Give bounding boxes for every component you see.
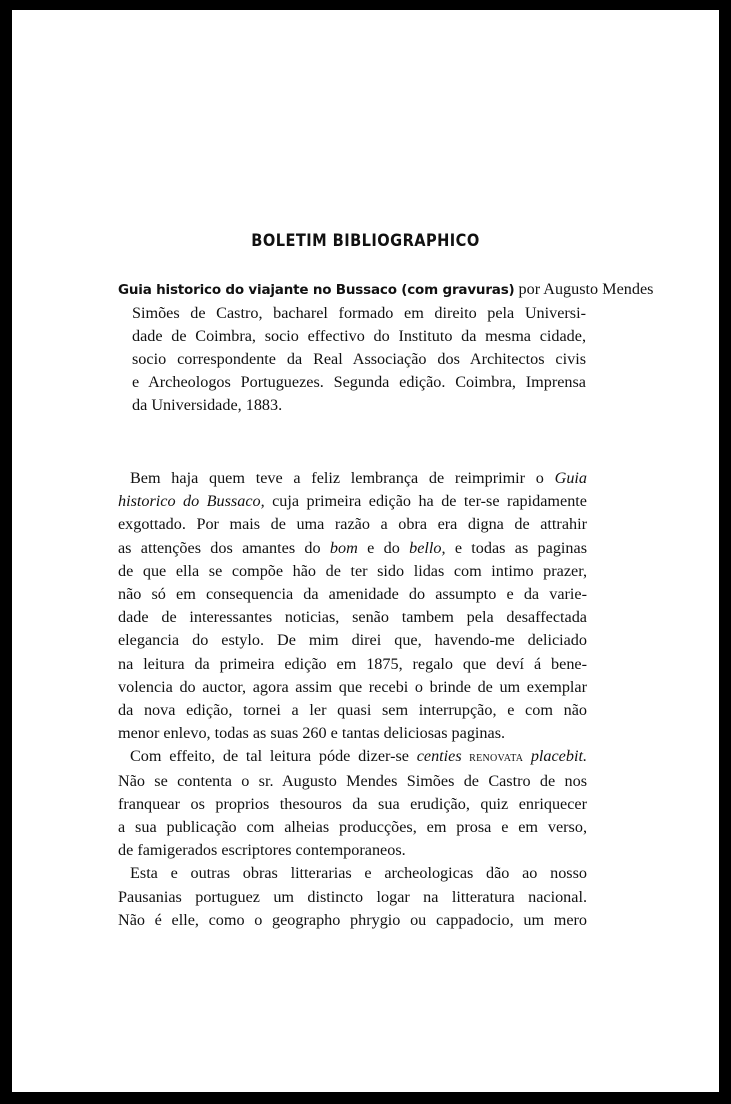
text-line: as attenções dos amantes do bom e do bello, e todas as paginas [118,538,587,557]
entry-line: Simões de Castro, bacharel formado em direito pela Universi- [132,304,586,322]
text-line: de que ella se compõe hão de ter sido lidas com intimo prazer, [118,561,587,580]
text-line: Não se contenta o sr. Augusto Mendes Simões de Castro de nos [118,771,587,790]
text-line: historico do Bussaco, cuja primeira edição ha de ter-se rapidamente [118,492,587,511]
entry-line: dade de Coimbra, socio effectivo do Instituto da mesma cidade, [132,327,586,345]
text-line: menor enlevo, todas as suas 260 e tantas deliciosas paginas. [118,724,506,743]
text-line: Bem haja quem teve a feliz lembrança de reimprimir o Guia [130,469,587,487]
review-text [118,467,587,932]
text-line: de famigerados escriptores contemporaneos. [118,841,406,860]
text-line: volencia do auctor, agora assim que recebi o brinde de um exemplar [118,677,587,696]
entry-line: da Universidade, 1883. [132,396,283,414]
entry-heading: Guia historico do viajante no Bussaco (com gravuras) [118,282,515,298]
text-line: não só em consequencia da amenidade do assumpto e da varie- [118,585,587,604]
entry-line: e Archeologos Portuguezes. Segunda edição. Coimbra, Imprensa [132,373,586,391]
text-line: Com effeito, de tal leitura póde dizer-se centies renovata placebit. [130,747,588,766]
text-line: franquear os proprios thesouros da sua erudição, quiz enriquecer [118,794,587,813]
text-line: Pausanias portuguez um distincto logar na litteratura nacional. [118,887,587,906]
text-line: a sua publicação com alheias producções, em prosa e em verso, [118,818,587,837]
text-line: Esta e outras obras litterarias e archeologicas dão ao nosso [130,864,587,883]
text-line: Não é elle, como o geographo phrygio ou cappadocio, um mero [118,910,587,929]
text-line: dade de interessantes noticias, senão tambem pela desaffectada [118,608,587,627]
page-title: BOLETIM BIBLIOGRAPHICO [251,231,480,251]
entry-line: socio correspondente da Real Associação dos Architectos civis [132,350,586,368]
text-line: na leitura da primeira edição em 1875, regalo que deví á bene- [118,654,587,673]
text-line: exgottado. Por mais de uma razão a obra era digna de attrahir [118,515,587,534]
text-line: elegancia do estylo. De mim direi que, havendo-me deliciado [118,631,587,650]
page [12,10,719,1092]
entry-line: Guia historico do viajante no Bussaco (com gravuras) por Augusto Mendes [118,280,654,298]
bibliographic-entry [118,278,654,417]
text-line: da nova edição, tornei a ler quasi sem interrupção, e com não [118,701,587,720]
